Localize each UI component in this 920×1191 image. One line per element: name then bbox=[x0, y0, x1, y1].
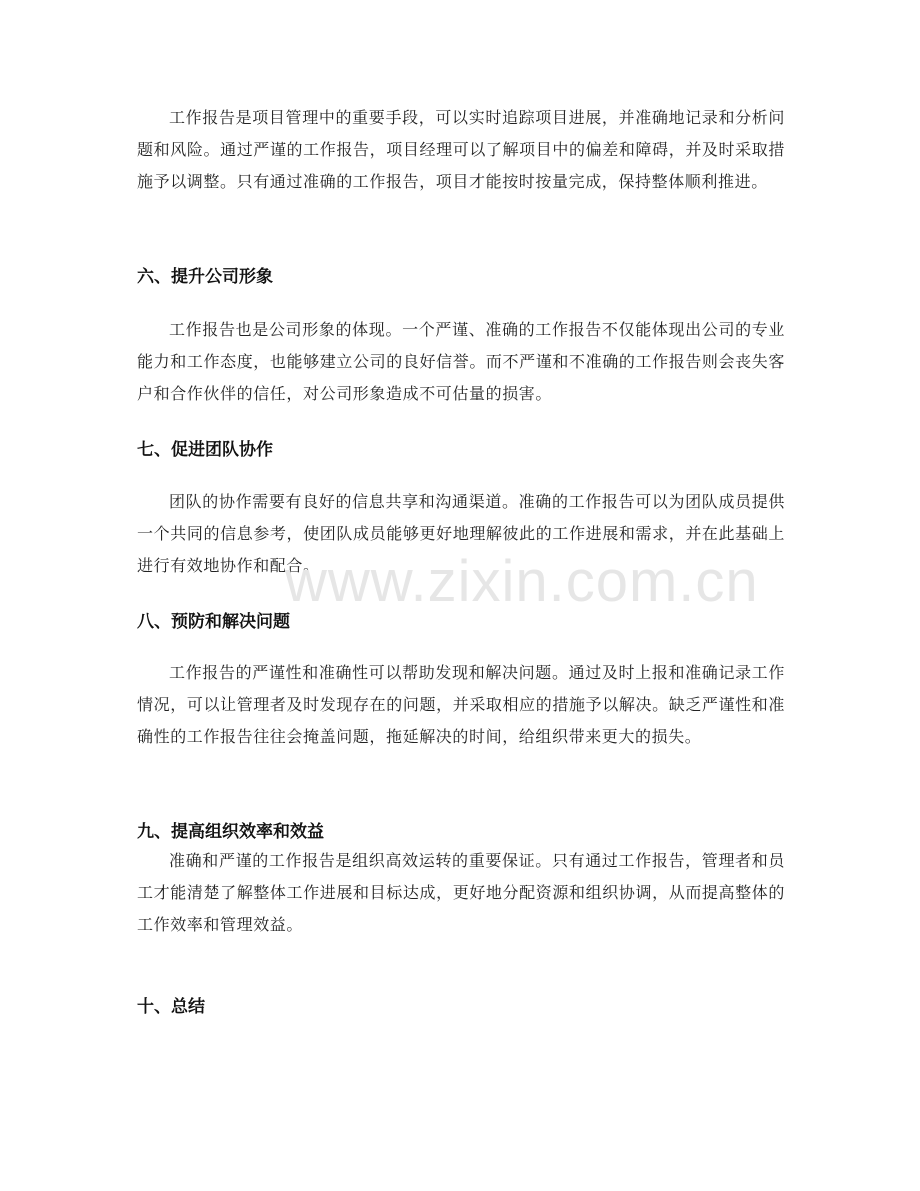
paragraph-nine: 准确和严谨的工作报告是组织高效运转的重要保证。只有通过工作报告，管理者和员工才能清楚了解整体工作进展和目标达成，更好地分配资源和组织协调，从而提高整体的工作效率和管理效益。 bbox=[137, 851, 785, 934]
section-nine-body bbox=[137, 845, 785, 941]
intro-paragraph-block bbox=[137, 102, 785, 198]
section-seven-body bbox=[137, 486, 785, 582]
section-eight-body bbox=[137, 657, 785, 753]
heading-seven: 七、促进团队协作 bbox=[137, 440, 273, 460]
heading-six: 六、提升公司形象 bbox=[137, 267, 273, 287]
heading-eight: 八、预防和解决问题 bbox=[137, 612, 290, 632]
paragraph-seven: 团队的协作需要有良好的信息共享和沟通渠道。准确的工作报告可以为团队成员提供一个共同的信息参考，使团队成员能够更好地理解彼此的工作进展和需求，并在此基础上进行有效地协作和配合。 bbox=[137, 492, 785, 575]
section-six-body bbox=[137, 314, 785, 410]
paragraph-six: 工作报告也是公司形象的体现。一个严谨、准确的工作报告不仅能体现出公司的专业能力和工作态度，也能够建立公司的良好信誉。而不严谨和不准确的工作报告则会丧失客户和合作伙伴的信任，对公司形象造成不可估量的损害。 bbox=[137, 320, 785, 403]
section-eight bbox=[137, 608, 785, 636]
paragraph-intro: 工作报告是项目管理中的重要手段，可以实时追踪项目进展，并准确地记录和分析问题和风险。通过严谨的工作报告，项目经理可以了解项目中的偏差和障碍，并及时采取措施予以调整。只有通过准确的工作报告，项目才能按时按量完成，保持整体顺利推进。 bbox=[137, 108, 785, 191]
section-six bbox=[137, 263, 785, 291]
paragraph-eight: 工作报告的严谨性和准确性可以帮助发现和解决问题。通过及时上报和准确记录工作情况，可以让管理者及时发现存在的问题，并采取相应的措施予以解决。缺乏严谨性和准确性的工作报告往往会掩盖问题，拖延解决的时间，给组织带来更大的损失。 bbox=[137, 663, 785, 746]
heading-ten: 十、总结 bbox=[137, 997, 205, 1017]
section-seven bbox=[137, 436, 785, 464]
section-nine bbox=[137, 818, 785, 846]
section-ten bbox=[137, 993, 785, 1021]
heading-nine: 九、提高组织效率和效益 bbox=[137, 822, 324, 842]
watermark-text: www.zixin.com.cn bbox=[285, 549, 759, 614]
